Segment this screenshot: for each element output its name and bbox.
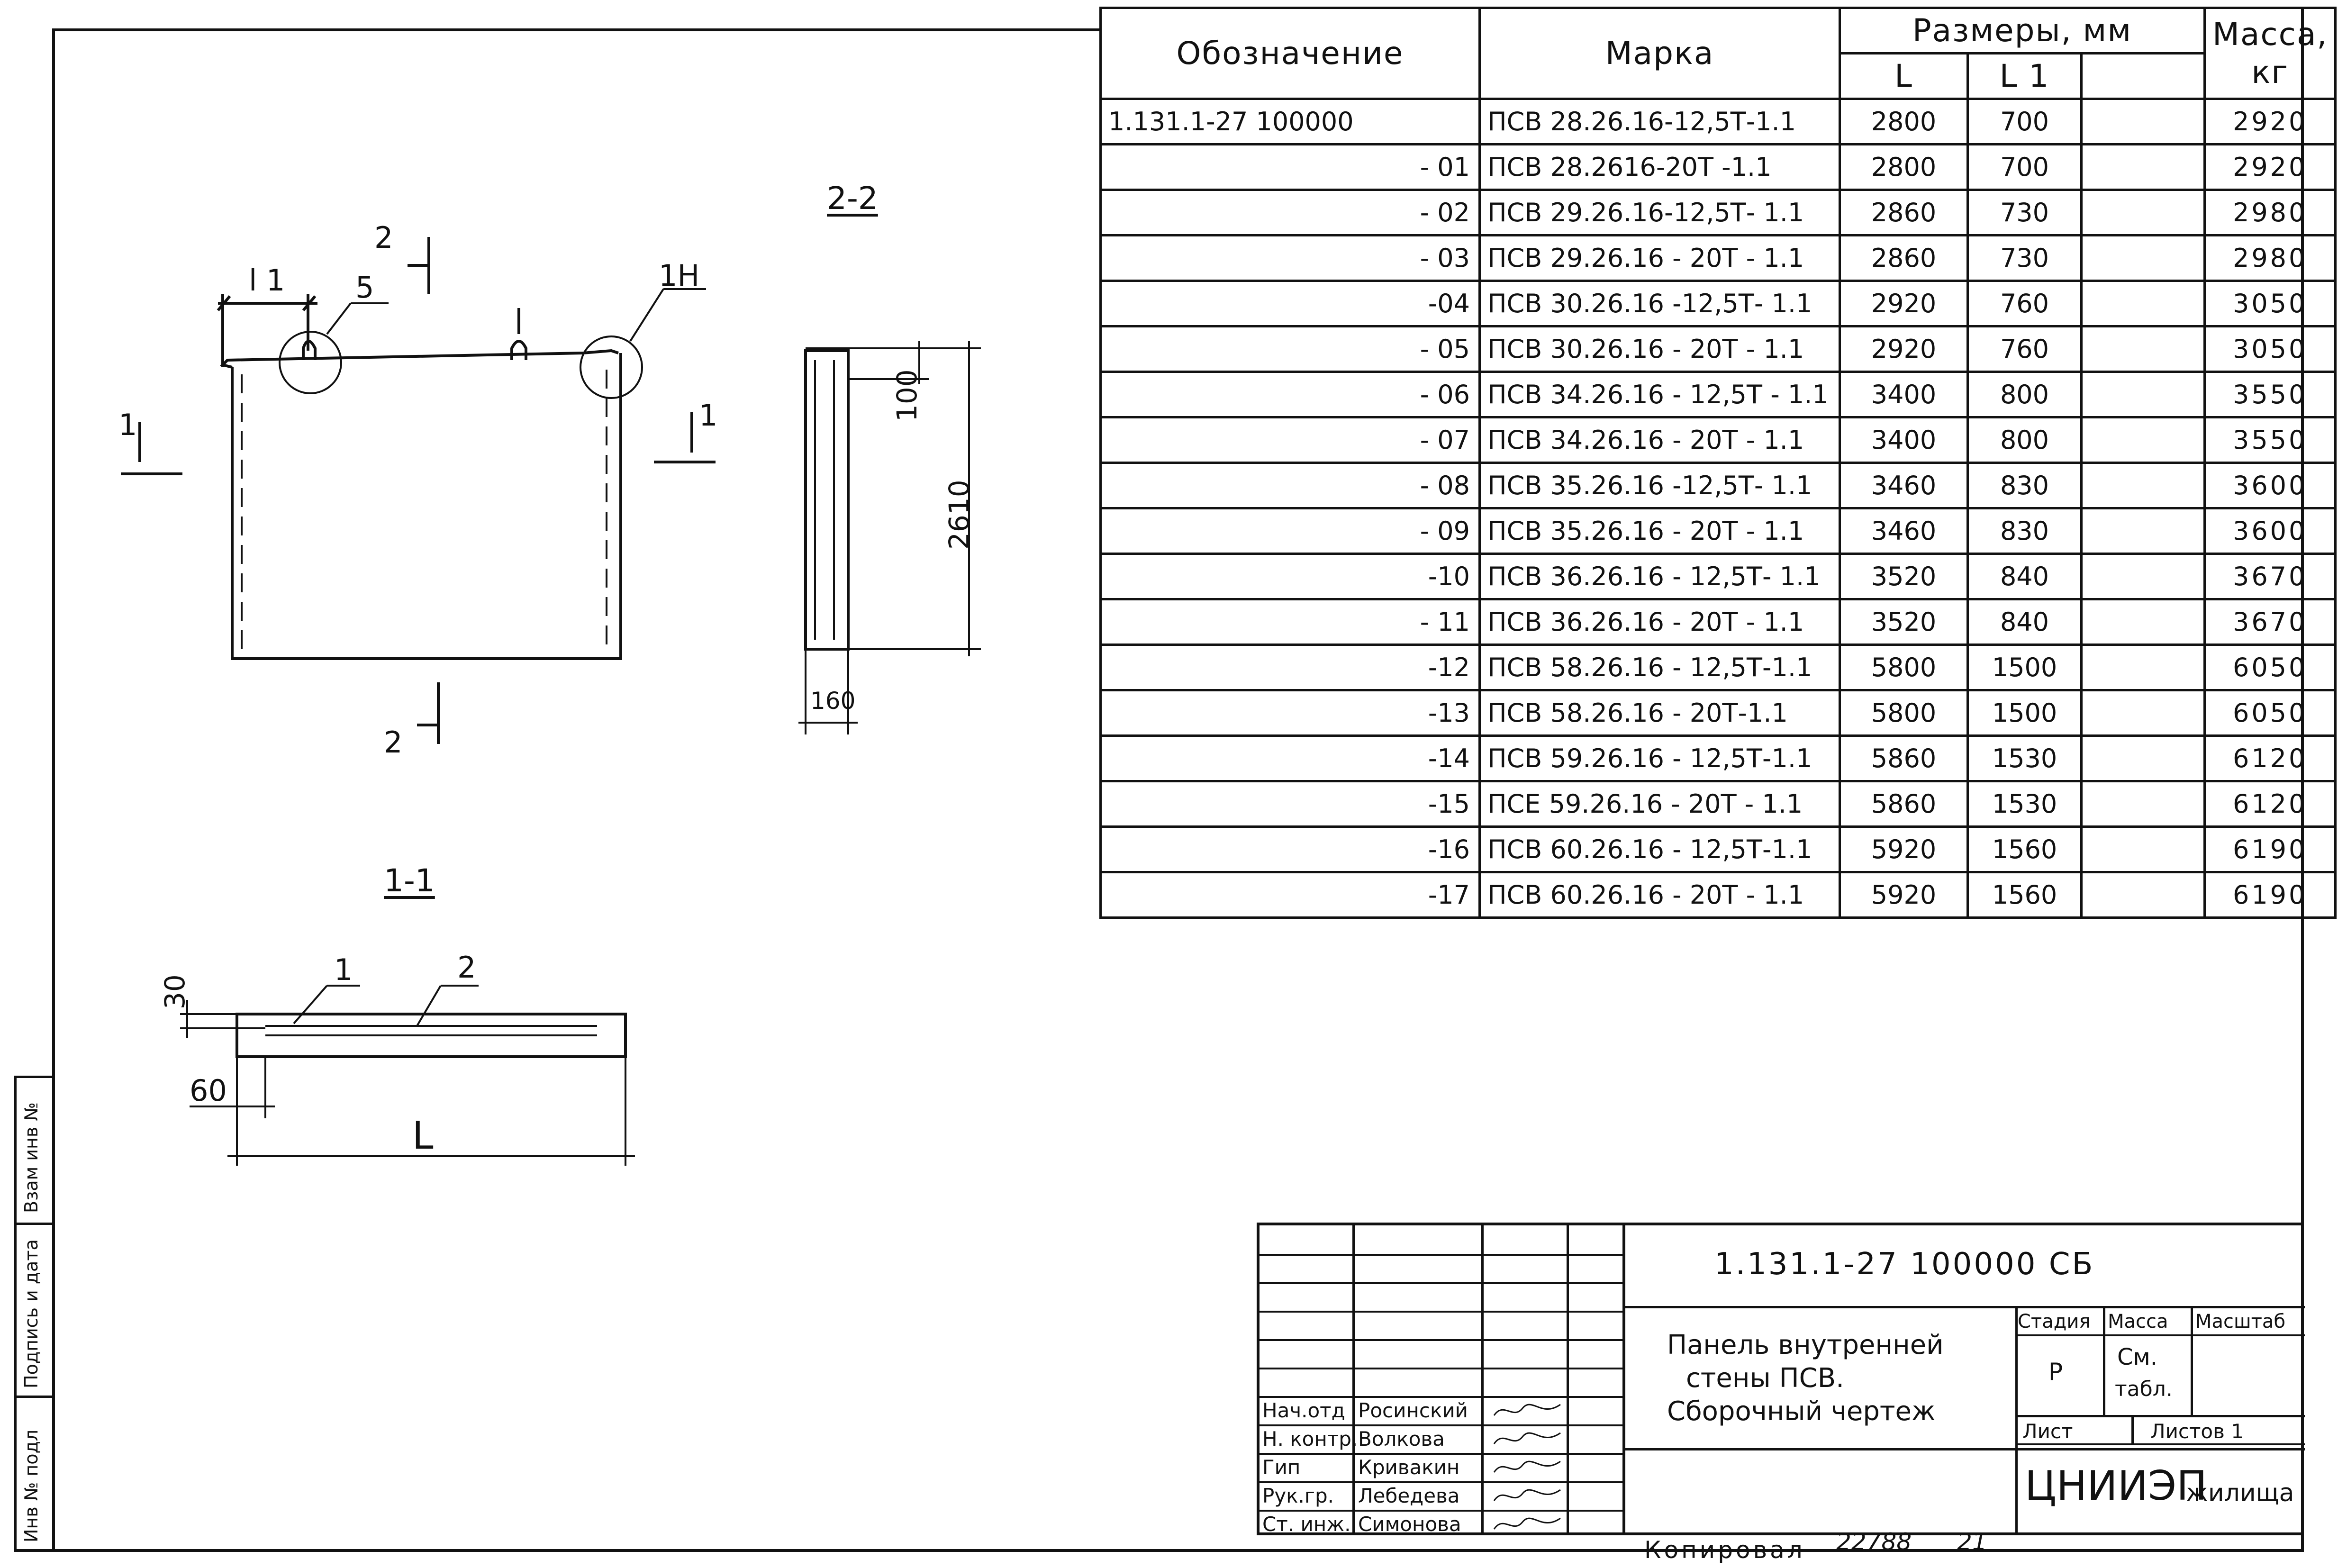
- dim-60-label: 60: [190, 1073, 227, 1108]
- cell-L1: 700: [1968, 145, 2082, 190]
- cell-L1: 760: [1968, 281, 2082, 326]
- panel-outline: [232, 353, 621, 659]
- cell-mass: 2980: [2205, 236, 2336, 281]
- title-line-1: Панель внутренней: [1667, 1330, 1944, 1360]
- cell-L: 5860: [1840, 736, 1968, 781]
- doc-code: 1.131.1-27 100000 СБ: [1714, 1247, 2095, 1282]
- cell-mark: ПСВ 28.2616-20Т -1.1: [1480, 145, 1840, 190]
- side-stamp-sign-date: Подпись и дата: [21, 1239, 42, 1388]
- cell-code: - 11: [1101, 599, 1480, 645]
- cell-mass: 3550: [2205, 372, 2336, 417]
- cell-code: - 03: [1101, 236, 1480, 281]
- tb-v4: [1622, 1225, 1625, 1535]
- cell-L1: 800: [1968, 417, 2082, 463]
- loop-right: [512, 341, 526, 360]
- signer-role: Гип: [1262, 1456, 1301, 1479]
- callout-circle-1n: [580, 336, 642, 398]
- tb-h4: [1260, 1339, 1622, 1341]
- cell-L1: 1500: [1968, 645, 2082, 690]
- cell-L: 3460: [1840, 508, 1968, 554]
- cell-mark: ПСВ 29.26.16 - 20Т - 1.1: [1480, 236, 1840, 281]
- cell-mass: 6190: [2205, 872, 2336, 918]
- cell-L1: 760: [1968, 326, 2082, 372]
- tb-h-sheet: [2015, 1415, 2305, 1417]
- cell-L1: 1500: [1968, 690, 2082, 736]
- side-stamp-inv-repl: Взам инв №: [21, 1102, 42, 1213]
- signer-role: Рук.гр.: [1262, 1484, 1334, 1507]
- cell-mass: 6120: [2205, 736, 2336, 781]
- cell-mass: 6050: [2205, 645, 2336, 690]
- tb-h10: [1260, 1510, 1622, 1512]
- signature-mark: [1489, 1513, 1565, 1536]
- cell-mass: 2920: [2205, 99, 2336, 145]
- cell-L: 3520: [1840, 599, 1968, 645]
- cell-L1: 1560: [1968, 872, 2082, 918]
- signature-mark: [1489, 1456, 1565, 1479]
- dim-100-label: 100: [891, 369, 923, 422]
- cell-mass: 6120: [2205, 781, 2336, 827]
- cell-mark: ПСВ 58.26.16 - 12,5Т-1.1: [1480, 645, 1840, 690]
- cell-mass: 3050: [2205, 281, 2336, 326]
- cell-L1: 830: [1968, 463, 2082, 508]
- cell-code: -17: [1101, 872, 1480, 918]
- cell-code: -13: [1101, 690, 1480, 736]
- copied-label: Копировал: [1644, 1536, 1805, 1564]
- tb-v-mass: [2103, 1306, 2105, 1415]
- cell-code: - 09: [1101, 508, 1480, 554]
- header-mass: Масса, кг: [2205, 8, 2336, 99]
- tb-h5: [1260, 1368, 1622, 1369]
- mass-value-2: табл.: [2115, 1377, 2173, 1401]
- cell-code: -12: [1101, 645, 1480, 690]
- cell-L: 5920: [1840, 827, 1968, 872]
- callout-1-label: 1: [334, 952, 353, 987]
- cell-mark: ПСВ 34.26.16 - 20Т - 1.1: [1480, 417, 1840, 463]
- header-designation: Обозначение: [1101, 8, 1480, 99]
- cell-L1: 800: [1968, 372, 2082, 417]
- title-line-3: Сборочный чертеж: [1667, 1396, 1936, 1427]
- leader-1: [294, 986, 327, 1024]
- cell-code: - 07: [1101, 417, 1480, 463]
- cell-L: 2800: [1840, 99, 1968, 145]
- tb-h-stagehdr: [2015, 1334, 2305, 1336]
- callout-1n-label: 1Н: [659, 258, 700, 293]
- scale-header: Масштаб: [2195, 1311, 2286, 1332]
- cell-mass: 2920: [2205, 145, 2336, 190]
- signer-name: Лебедева: [1358, 1484, 1460, 1507]
- mass-value-1: См.: [2117, 1344, 2157, 1370]
- cell-mass: 3600: [2205, 508, 2336, 554]
- tb-h8: [1260, 1453, 1622, 1455]
- cell-mark: ПСВ 36.26.16 - 20Т - 1.1: [1480, 599, 1840, 645]
- header-L: L: [1840, 54, 1968, 99]
- cell-mark: ПСВ 34.26.16 - 12,5Т - 1.1: [1480, 372, 1840, 417]
- cell-L: 5800: [1840, 690, 1968, 736]
- tb-v-scale: [2191, 1306, 2193, 1415]
- tb-h1: [1260, 1254, 1622, 1256]
- leader-2: [417, 986, 441, 1026]
- tb-v-sheet: [2131, 1415, 2134, 1443]
- cell-code: - 06: [1101, 372, 1480, 417]
- cell-L: 5860: [1840, 781, 1968, 827]
- copied-number: 22788: [1836, 1528, 1912, 1556]
- header-mark: Марка: [1480, 8, 1840, 99]
- cell-mark: ПСВ 36.26.16 - 12,5Т- 1.1: [1480, 554, 1840, 599]
- cell-code: - 05: [1101, 326, 1480, 372]
- cell-L1: 730: [1968, 190, 2082, 236]
- panel-top-edge: [223, 351, 618, 367]
- cell-mark: ПСВ 35.26.16 -12,5Т- 1.1: [1480, 463, 1840, 508]
- section-2-top-label: 2: [374, 220, 393, 255]
- cell-mark: ПСВ 60.26.16 - 12,5Т-1.1: [1480, 827, 1840, 872]
- cell-L1: 840: [1968, 554, 2082, 599]
- cell-code: - 02: [1101, 190, 1480, 236]
- cell-L: 3400: [1840, 372, 1968, 417]
- l1-label: l 1: [249, 263, 285, 298]
- cell-L1: 1530: [1968, 781, 2082, 827]
- cell-code: - 01: [1101, 145, 1480, 190]
- cell-L1: 1560: [1968, 827, 2082, 872]
- tb-v2: [1481, 1225, 1484, 1535]
- signer-role: Н. контр.: [1262, 1427, 1358, 1450]
- signer-name: Росинский: [1358, 1399, 1468, 1422]
- cell-mass: 3050: [2205, 326, 2336, 372]
- sheets-header: Листов 1: [2150, 1420, 2244, 1443]
- section-1-right-label: 1: [699, 398, 718, 433]
- cell-mark: ПСВ 35.26.16 - 20Т - 1.1: [1480, 508, 1840, 554]
- org-name: ЦНИИЭП: [2025, 1462, 2207, 1510]
- tb-h9: [1260, 1481, 1622, 1483]
- cell-L: 3460: [1840, 463, 1968, 508]
- cell-L1: 1530: [1968, 736, 2082, 781]
- dim-L-label: L: [412, 1114, 434, 1158]
- cell-L1: 730: [1968, 236, 2082, 281]
- mass-header: Масса: [2108, 1311, 2168, 1332]
- cell-L: 2860: [1840, 236, 1968, 281]
- section-2-2-outline: [806, 351, 848, 649]
- cell-L: 5920: [1840, 872, 1968, 918]
- cell-L: 2800: [1840, 145, 1968, 190]
- tb-v1: [1352, 1225, 1355, 1535]
- cell-L1: 830: [1968, 508, 2082, 554]
- cell-L: 2920: [1840, 326, 1968, 372]
- cell-L: 5800: [1840, 645, 1968, 690]
- section-1-1-title: 1-1: [384, 862, 435, 899]
- cell-L1: 700: [1968, 99, 2082, 145]
- cell-mass: 3600: [2205, 463, 2336, 508]
- cell-mark: ПСВ 58.26.16 - 20Т-1.1: [1480, 690, 1840, 736]
- section-1-left-label: 1: [118, 408, 137, 442]
- signer-name: Симонова: [1358, 1513, 1461, 1536]
- cell-mass: 3550: [2205, 417, 2336, 463]
- tb-v3: [1567, 1225, 1569, 1535]
- signer-name: Кривакин: [1358, 1456, 1460, 1479]
- leader-5: [327, 303, 351, 334]
- cell-mark: ПСВ 30.26.16 -12,5Т- 1.1: [1480, 281, 1840, 326]
- tb-h2: [1260, 1282, 1622, 1284]
- tb-h-title: [1622, 1448, 2305, 1450]
- cell-L: 2860: [1840, 190, 1968, 236]
- section-1-1-lines: [180, 986, 635, 1166]
- header-dimensions: Размеры, мм: [1840, 8, 2205, 54]
- tb-h3: [1260, 1311, 1622, 1313]
- cell-mark: ПСВ 29.26.16-12,5Т- 1.1: [1480, 190, 1840, 236]
- dim-30-label: 30: [159, 974, 191, 1009]
- cell-mass: 6050: [2205, 690, 2336, 736]
- signer-name: Волкова: [1358, 1427, 1445, 1450]
- cell-code: -16: [1101, 827, 1480, 872]
- dim-2610-label: 2610: [943, 480, 975, 550]
- cell-code: -10: [1101, 554, 1480, 599]
- section-2-2-title: 2-2: [827, 180, 878, 217]
- cell-mark: ПСВ 60.26.16 - 20Т - 1.1: [1480, 872, 1840, 918]
- signature-mark: [1489, 1427, 1565, 1451]
- cell-code: - 08: [1101, 463, 1480, 508]
- section-2-bottom-label: 2: [384, 725, 403, 760]
- cell-code: -04: [1101, 281, 1480, 326]
- org-suffix: жилища: [2186, 1479, 2294, 1507]
- cell-mass: 2980: [2205, 190, 2336, 236]
- header-L1: L 1: [1968, 54, 2082, 99]
- cell-L: 3520: [1840, 554, 1968, 599]
- cell-mass: 6190: [2205, 827, 2336, 872]
- tb-v-stage: [2015, 1306, 2018, 1535]
- cell-mark: ПСВ 28.26.16-12,5Т-1.1: [1480, 99, 1840, 145]
- elevation-lines: [121, 237, 716, 744]
- title-block: [1257, 1223, 2304, 1535]
- tb-h6: [1260, 1396, 1622, 1398]
- cell-mark: ПСВ 30.26.16 - 20Т - 1.1: [1480, 326, 1840, 372]
- stage-header: Стадия: [2018, 1311, 2091, 1332]
- cell-L1: 840: [1968, 599, 2082, 645]
- cell-mass: 3670: [2205, 554, 2336, 599]
- signature-mark: [1489, 1399, 1565, 1423]
- sheet-header: Лист: [2022, 1420, 2073, 1443]
- cell-code: -15: [1101, 781, 1480, 827]
- tb-h-sheet2: [2015, 1443, 2305, 1445]
- cell-mass: 3670: [2205, 599, 2336, 645]
- tb-h7: [1260, 1424, 1622, 1426]
- dim-160-label: 160: [810, 687, 856, 715]
- cell-code: -14: [1101, 736, 1480, 781]
- title-line-2: стены ПСВ.: [1686, 1363, 1844, 1394]
- callout-5-label: 5: [355, 270, 374, 305]
- cell-L: 2920: [1840, 281, 1968, 326]
- signature-mark: [1489, 1484, 1565, 1508]
- cell-mark: ПСВ 59.26.16 - 12,5Т-1.1: [1480, 736, 1840, 781]
- signer-role: Нач.отд: [1262, 1399, 1345, 1422]
- cell-code: 1.131.1-27 100000: [1101, 99, 1480, 145]
- cell-mark: ПСЕ 59.26.16 - 20Т - 1.1: [1480, 781, 1840, 827]
- leader-1n: [630, 289, 663, 341]
- stage-value: Р: [2048, 1358, 2063, 1386]
- side-stamp-inv-orig: Инв № подл: [21, 1429, 42, 1542]
- callout-2-label: 2: [457, 950, 476, 985]
- copied-sheet: 21: [1957, 1528, 1987, 1556]
- cell-L: 3400: [1840, 417, 1968, 463]
- signer-role: Ст. инж.: [1262, 1513, 1351, 1536]
- tb-h-code: [1622, 1306, 2305, 1308]
